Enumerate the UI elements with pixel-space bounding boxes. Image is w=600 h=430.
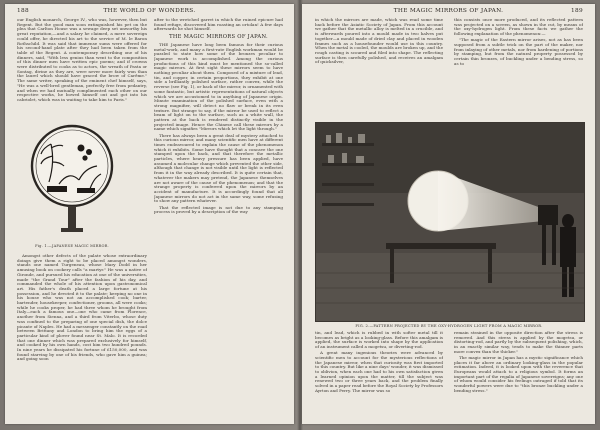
left-col1-top — [17, 18, 147, 122]
left-col1-bottom — [17, 254, 147, 420]
paragraph: our English monarch, George IV., who was, however, then but Regent. But the good man soon extinguished his pet on the plea that Carlton House was a sewage deep set unworthy his great reputation,—and a salary he claimed, a mere sovereign could offer, he directed his art to the service of M. le Baron Rothschild. It was said that immense sums were offered for his second-hand plate after they had been taken from the table of the Regent. A contemporary describing one of his dinners, said, "With less genius than went to the composition of this dinner men have written epic poems; and if crowns were distributed to cooks as to actors, the wreath of Pasta or Sontag, divine as they are, were never more fairly won than the laurel which should have graced the brow of Carême." The same writer, speaking of the eminent chef himself, says, "He was a well-bred gentleman, perfectly free from pedantry, and when we had mutually complimented each other on our respective works, he bowed himself out and got into his cabriolet, which was in waiting to take him to Paris." — [17, 18, 147, 102]
left-page — [5, 4, 294, 424]
right-col1 — [315, 18, 443, 118]
paragraph: Amongst other defects of the palate whose extraordinary doings give them a right to be placed amongst wonders, stands one named Turgeneau, whose Mary Dodd in her amusing book on cookery calls "a martyr." He was a native of Gironde, and pursued his education at one of the universities, made "the Grand Tour" after the fashion of his day, and commanded the whole of his attention upon gastronomical art. His father's death placed a large fortune at his possession, and he devoted it to the palate; keeping no one in his house who was not an accomplished cook; barter, bartender, housekeeper, confectioner, grooms, all were cooks; while he cooks proper, he had three whom he brought from Italy—each a famous one—one who came from Florence, another from Sienna, and a third from Viterbo, whose duty was confined to the preparing of one special dish, the dolce picante of Naples. He had a messenger constantly on the road between Brittany and London to bring him the eggs of a particular kind of plover found near St. Malo. It is recorded that one dinner which was prepared exclusively for himself, and cooked by his own hands, cost him two hundred pounds. In nine years he dissipated his fortune of £150,000, and was found starving by one of his friends, who gave him a guinea; and going soon — [17, 254, 147, 362]
left-col2 — [154, 18, 283, 420]
section-heading: THE MAGIC MIRRORS OF JAPAN. — [169, 34, 268, 41]
paragraph: in which the mirrors are made, which was read some time back before the Asiatic Society of Japan. From this account we gather that the metallic alloy is melted in a crucible, and is afterwards poured into a mould made in two halves put together—a mould made of dried clay and placed in wooden frames such as a housefounder would use in this country. When the metal is cooled, the moulds are broken up, and the rough casting is scoured and filed into shape. The reflecting surface is then carefully polished, and receives an amalgam of quicksilver, — [315, 18, 443, 65]
paragraph: A great many ingenious theories were advanced by scientific men to account for the mysterious reflections of the Japanese mirror, when that curiosity was first imported to this country. But like a nine days' wonder, it was dismissed to oblivion, when each one had to his own satisfaction given a learned opinion upon the matter, till the subject was renewed two or three years back, and the problem finally solved in a paper read before the Royal Society by Professors Ayrton and Perry. The mirror was so — [315, 350, 443, 393]
figure-2 — [315, 122, 585, 322]
paragraph: after to the wretched garret in which the ruined epicure had found refuge, discovered him roasting an ortolan! A few days afterwards he shot himself. — [154, 18, 283, 32]
paragraph: remain strained in the opposite direction after the stress is removed. And this stress is applied by the mogetsu, or distorting-rod, and partly by the subsequent polishing, which, in an exactly similar way, tends to make the thinner parts more convex than the thicker." — [454, 331, 583, 354]
figure-1 — [19, 122, 125, 252]
left-page-number: 188 — [17, 8, 29, 14]
right-page-number: 189 — [571, 8, 583, 14]
paragraph: THE Japanese have long been famous for their curious metal-work, and many a first-rate English workman would be puzzled to state how some of the bronzes peculiar to Japanese work is accomplished. Among the curious productions of this kind must be mentioned the so-called magic mirrors. At first sight these mirrors seem to have nothing peculiar about them. Composed of a mixture of lead, tin, and copper, in certain proportions, they exhibit at one side a brilliantly polished surface, rather convex, while the reverse (see Fig. 1), or back of the mirror, is ornamented with some fantastic, but artistic representations of natural objects which we are accustomed to in anything of Japanese origin. Minute examination of the polished surface, even with a strong magnifier, will detect no flaw or break in its even texture. But strange to say, if the mirror be used to reflect a beam of light on to the surface, such as a white wall, the pattern at the back is rendered distinctly visible in the projected image. Hence the Chinese call these mirrors by a name which signifies "Mirrors which let the light through." — [154, 41, 283, 132]
left-running-head — [17, 8, 282, 17]
paragraph: this consists once more produced, and its reflected pattern was projected on a screen, as shown in the cut, by means of the oxy-hydrogen light. From these facts we gather the following explanation of the phenomenon:— — [454, 18, 583, 37]
right-col3 — [315, 331, 443, 421]
right-col2 — [454, 18, 583, 118]
paragraph: tin, and lead, which is rubbed in with softer metal till it becomes as bright as a looking-glass. Before this amalgam is applied, the surface is worked into shape by the application of an instrument called a mogetsu, or diverting-rod. — [315, 331, 443, 350]
right-page — [302, 4, 595, 424]
paragraph: The magic mirror in Japan has a mystic significance which places it far above an ordinary looking-glass in the popular estimation. Indeed, it is looked upon with the reverence that Europeans would attach to a religious symbol. It forms an important part of the regalia of Japanese sovereigns; any one of whom would consider his feelings outraged if told that its wonderful powers were due to "this bronze buckling under a bending stress." — [454, 354, 583, 393]
paragraph: "The magic of the Eastern mirror arises, not as has been supposed from a subtle trick on the part of the maker, nor from inlaying of other metals, nor from hardening of portions by stamping, but from the natural property possessed by certain thin bronzes, of buckling under a bending stress, so as to — [454, 37, 583, 66]
right-col4 — [454, 331, 583, 421]
left-running-title: THE WORLD OF WONDERS. — [103, 8, 196, 14]
paragraph: There has always been a great deal of mystery attached to this curious mirror, and many scientific men have at different times endeavoured to explain the cause of the phenomenon which it exhibits. Some have thought that a concave the one stamped upon the back, and that therefore the metallic particles, where heavy pressure has been applied, have assumed a molecular change which prevented the other side, although that change is not visible until the light is reflected from it in the way already described. It is quite certain that, whatever the makers may pretend, the Japanese themselves are not aware of the cause of the phenomenon; and that the strange property is conferred upon the mirrors by an accident of manufacture. It is accordingly found that all Japanese mirrors do not act in the same way, some refusing to show any pattern whatever. — [154, 132, 283, 204]
right-running-title: THE MAGIC MIRRORS OF JAPAN. — [393, 8, 504, 14]
projection-scene-illustration — [316, 123, 584, 321]
paragraph: That the reflected image is not due to any stamping process is proved by a description of the way — [154, 204, 283, 215]
figure-1-caption: Fig. 1.—JAPANESE MAGIC MIRROR. — [35, 244, 109, 248]
magic-mirror-illustration — [19, 122, 125, 244]
right-running-head — [314, 8, 583, 17]
figure-2-caption: FIG. 2.—PATTERN PROJECTED BY THE OXY-HYDROGEN LIGHT FROM A MAGIC MIRROR. — [355, 324, 543, 328]
